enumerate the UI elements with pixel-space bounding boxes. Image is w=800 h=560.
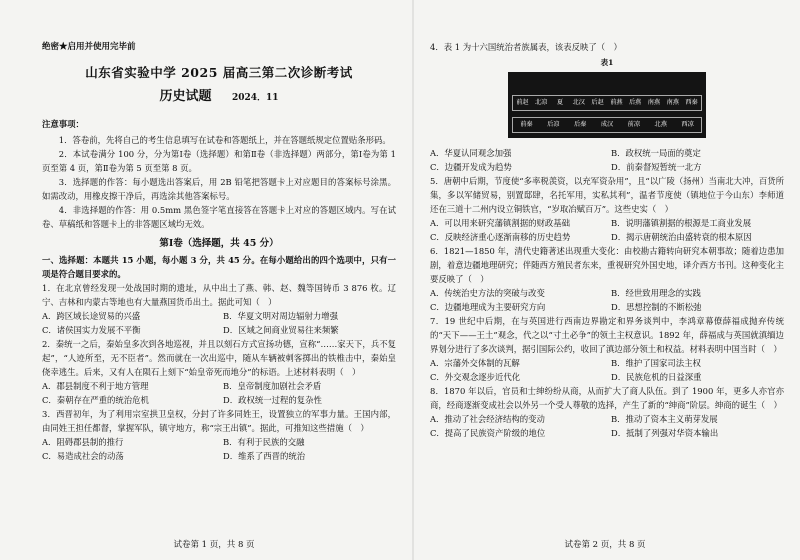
question-stem: 1．在北京曾经发现一处战国时期的遗址，从中出土了燕、韩、赵、魏等国铸币 3 876 枚。辽宁、吉林和内蒙古等地也有大量燕国货币出土。据此可知（ ） [42,283,396,307]
question-4 [430,40,784,174]
option-c: C．诸侯国实力发展不平衡 [42,325,141,335]
option-b: B．说明藩镇割据的根源是工商业发展 [611,218,752,228]
option-c: C．边疆地理成为主要研究方向 [430,302,546,312]
option-b: B．政权统一局面的奠定 [611,148,701,158]
option-d: D．维系了西晋的统治 [223,451,306,461]
question-stem: 2．秦统一之后，秦始皇多次到各地巡视，并且以刻石方式宣扬功德，宣称“……家天下，兵不复起”，“人迹所至，无不臣者”。然而就在一次出巡中，随从车辆被刺客掷出的铁椎击中，秦始皇侥幸逃生。后来，又有人在陨石上刻下“始皇帝死而地分”的标语。上述材料表明（ ） [42,339,396,377]
notes-heading: 注意事项： [42,119,84,129]
confidential-mark: 绝密★启用并使用完毕前 [42,42,136,52]
table-cell: 前赵 [516,99,529,106]
page-fold [412,0,414,560]
subject-line [42,90,396,105]
option-a: A．宗藩外交体制的瓦解 [430,358,520,368]
question-6 [430,244,784,314]
option-d: D．思想控制的不断松弛 [611,302,702,312]
question-stem: 5．唐朝中后期，节度使“多率税羡资，以充军资杂用”，且“以广陵（扬州）当南北大冲，百货所集，多以军储贸易，别置邸肆，名托军用，实私其利”，温者节度使（镇地位于今山东）李师道还在三道十二州内设立铜铁官，“岁取冶赋百万”。这些史实（ ） [430,176,784,214]
option-d: D．抵制了列强对华资本输出 [611,428,719,438]
table-cell: 西秦 [685,99,698,106]
option-a: A．华夏认同观念加强 [430,148,512,158]
option-a: A．可以用来研究藩镇割据的财政基础 [430,218,571,228]
question-7 [430,314,784,384]
table-row [512,117,702,133]
option-c: C．秦朝存在严重的统治危机 [42,395,149,405]
options [430,216,784,244]
page-1 [18,0,410,560]
section-title: 第Ⅰ卷（选择题，共 45 分） [159,238,279,249]
question-2 [42,337,396,407]
options [430,286,784,314]
page-2 [416,0,794,560]
table-cell: 前秦 [520,121,533,128]
page-footer: 试卷第 2 页，共 8 页 [564,540,646,550]
subject-name: 历史试题 [159,89,212,104]
option-a: A．阻碍郡县制的推行 [42,437,124,447]
question-stem: 4．表 1 为十六国统治者族属表，该表反映了（ ） [430,42,622,52]
option-a: A．传统治史方法的突破与改变 [430,288,545,298]
note-item: 4．非选择题的作答：用 0.5mm 黑色签字笔直接答在答题卡上对应的答题区域内。写在试卷、草稿纸和答题卡上的非答题区域均无效。 [42,205,396,229]
section-intro: 一、选择题：本题共 15 小题，每小题 3 分，共 45 分。在每小题给出的四个选项中，只有一项是符合题目要求的。 [42,255,396,279]
table-cell: 夏 [556,99,564,106]
options [430,356,784,384]
option-c: C．边疆开发成为趋势 [430,162,512,172]
note-item: 3．选择题的作答：每小题选出答案后，用 2B 铅笔把答题卡上对应题目的答案标号涂黑。如需改动，用橡皮擦干净后，再选涂其他答案标号。 [42,177,396,201]
question-stem: 6．1821—1850 年，清代史籍著述出现重大变化：由校勘古籍转向研究本朝事故；随着边患加剧，着意边疆地理研究；伴随西方殖民者东来，重视研究外国史地，译介西方书刊。这种变化主要反映了（ ） [430,246,784,284]
option-c: C．提高了民族资产阶级的地位 [430,428,546,438]
table-cell: 北凉 [535,99,548,106]
option-b: B．有利于民族的交融 [223,437,305,447]
table-cell: 后秦 [573,121,587,128]
table-cell: 成汉 [600,121,614,128]
option-d: D．揭示唐朝统治由盛转衰的根本原因 [611,232,752,242]
question-5 [430,174,784,244]
option-d: D．政权统一过程的复杂性 [223,395,322,405]
question-8 [430,384,784,440]
option-c: C．易造成社会的动荡 [42,451,124,461]
option-d: D．区域之间商业贸易往来频繁 [223,325,339,335]
table-caption: 表1 [600,58,614,67]
question-stem: 8．1870 年以后，官员和士绅纷纷从商，从而扩大了商人队伍。到了 1900 年，更多人亦官亦商，经商逐渐变成社会以外另一个受人尊敬的选择，产生了新的“绅商”阶层。绅商的诞生（ ） [430,386,784,410]
table-cell: 北燕 [654,121,667,128]
table-cell: 后凉 [547,121,560,128]
question-3 [42,407,396,463]
option-b: B．皇帝制度加剧社会矛盾 [223,381,322,391]
exam-date: 2024．11 [231,93,279,103]
option-b: B．推动了资本主义萌芽发展 [611,414,718,424]
options [430,412,784,440]
note-item: 2．本试卷满分 100 分，分为第Ⅰ卷（选择题）和第Ⅱ卷（非选择题）两部分，第Ⅰ卷为第 1 页至第 4 页，第Ⅱ卷为第 5 页至第 8 页。 [42,149,396,173]
page-footer: 试卷第 1 页，共 8 页 [173,540,255,550]
question-stem: 7．19 世纪中后期，在与英国进行西南边界勘定和界务谈判中，李鸿章幕僚薛福成抛弃传统的“天下——王土”观念，代之以“寸土必争”的领土主权意识。1892 年，薛福成与英国就滇缅边界划分进行了多次谈判，据引国际公约，收回了滇边部分领土和权益。材料表明中国当时（ ） [430,316,784,354]
table-cell: 后燕 [628,99,642,106]
note-item: 1．答卷前，先将自己的考生信息填写在试卷和答题纸上，并在答题纸规定位置贴条形码。 [58,135,391,145]
options [42,435,396,463]
options [42,379,396,407]
table-cell: 南燕 [647,99,661,106]
ethnic-table [508,72,706,138]
table-cell: 西凉 [681,121,694,128]
options [430,146,784,174]
options [42,309,396,337]
question-stem: 3．西晋初年，为了利用宗室拱卫皇权，分封了许多同姓王，设置独立的军事力量。王国内部，由同姓王担任都督，掌握军队，镇守地方，称“宗王出镇”。据此，可推知这些措施（ ） [42,409,396,433]
table-cell: 南燕 [666,99,679,106]
question-1 [42,281,396,337]
table-cell: 前凉 [627,121,641,128]
option-b: B．经世致用理念的实践 [611,288,701,298]
table-cell: 北汉 [572,99,585,106]
option-c: C．反映经济重心逐渐南移的历史趋势 [430,232,571,242]
option-d: D．民族危机的日益深重 [611,372,702,382]
option-a: A．推动了社会经济结构的变动 [430,414,545,424]
option-b: B．维护了国家司法主权 [611,358,701,368]
option-b: B．华夏文明对周边辐射力增强 [223,311,339,321]
exam-title: 山东省实验中学 2025 届高三第二次诊断考试 [85,65,353,80]
option-d: D．前秦督短暂统一北方 [611,162,702,172]
table-cell: 后赵 [591,99,604,106]
option-a: A．跨区域长途贸易的兴盛 [42,311,141,321]
table-row [512,95,702,111]
option-a: A．郡县制度不利于地方管理 [42,381,149,391]
option-c: C．外交观念逐步近代化 [430,372,521,382]
table-cell: 前燕 [610,99,623,106]
